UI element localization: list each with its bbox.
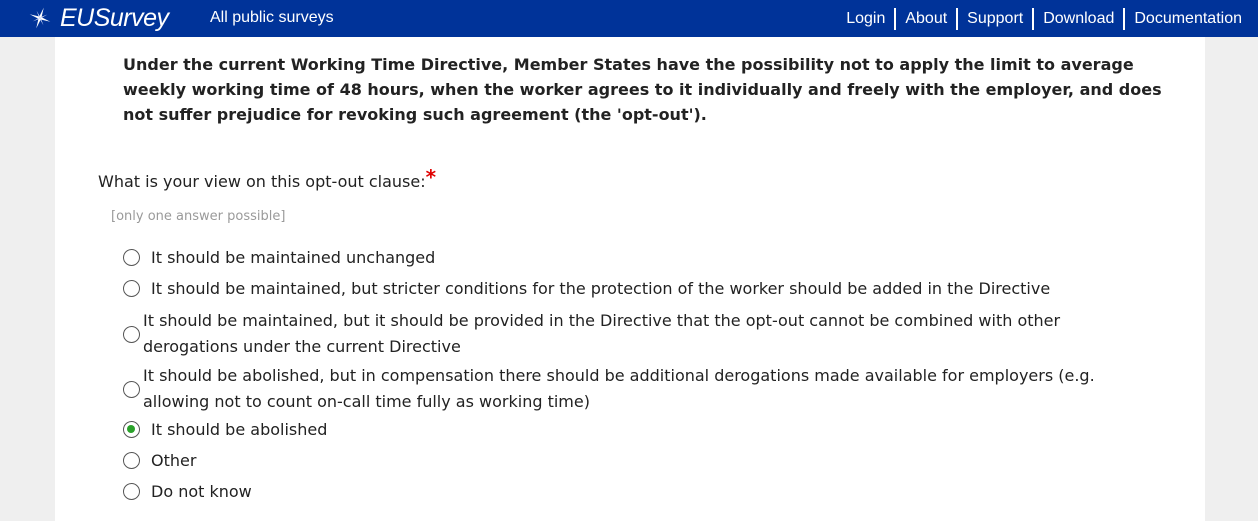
intro-text: Under the current Working Time Directive, Member States have the possibility not to apply the limit to average weekly working time of 48 hours, when the worker agrees to it individually and freely with the employer, and does not suffer prejudice for revoking such agreement (the 'opt-out'). (123, 55, 1162, 124)
survey-content-panel (55, 37, 1205, 521)
required-marker: * (425, 165, 437, 189)
nav-login-link[interactable]: Login (846, 9, 886, 27)
answer-option[interactable] (123, 479, 1123, 510)
radio-button-icon[interactable] (123, 381, 140, 398)
radio-button-checked-icon[interactable] (123, 421, 140, 438)
top-navigation-bar (0, 0, 1258, 37)
question-text: What is your view on this opt-out clause: (98, 172, 426, 191)
radio-button-icon[interactable] (123, 452, 140, 469)
nav-download-link[interactable]: Download (1043, 9, 1115, 27)
answer-option[interactable] (123, 245, 1123, 276)
answer-option-label: It should be abolished, but in compensation there should be additional derogations made available for employers (e.g. allowing not to count on-call time fully as working time) (143, 366, 1095, 411)
radio-button-icon[interactable] (123, 249, 140, 266)
top-nav-links (837, 0, 1242, 37)
answer-options-list (123, 245, 1123, 510)
nav-documentation-link[interactable]: Documentation (1134, 9, 1242, 27)
answer-option-label: It should be maintained, but it should be provided in the Directive that the opt-out cannot be combined with other derogations under the current Directive (143, 311, 1061, 356)
question-label (98, 165, 437, 193)
radio-button-icon[interactable] (123, 280, 140, 297)
nav-support-link[interactable]: Support (967, 9, 1024, 27)
radio-button-icon[interactable] (123, 326, 140, 343)
answer-option[interactable] (123, 448, 1123, 479)
answer-option-label: It should be maintained unchanged (151, 248, 436, 267)
eusurvey-star-logo-icon (28, 6, 52, 30)
radio-button-icon[interactable] (123, 483, 140, 500)
answer-option[interactable] (123, 361, 1123, 417)
nav-about-link[interactable]: About (905, 9, 948, 27)
answer-option-label: It should be maintained, but stricter conditions for the protection of the worker should be added in the Directive (151, 279, 1051, 298)
answer-option[interactable] (123, 276, 1123, 307)
brand-name: EUSurvey (60, 3, 169, 32)
answer-option-label: Do not know (151, 482, 252, 501)
answer-option-label: Other (151, 451, 197, 470)
answer-option-selected[interactable] (123, 417, 1123, 448)
eusurvey-logo[interactable] (28, 3, 169, 33)
all-public-surveys-link[interactable]: All public surveys (210, 9, 334, 26)
answer-option[interactable] (123, 307, 1123, 361)
answer-option-label: It should be abolished (151, 420, 328, 439)
answer-hint: [only one answer possible] (111, 209, 286, 224)
